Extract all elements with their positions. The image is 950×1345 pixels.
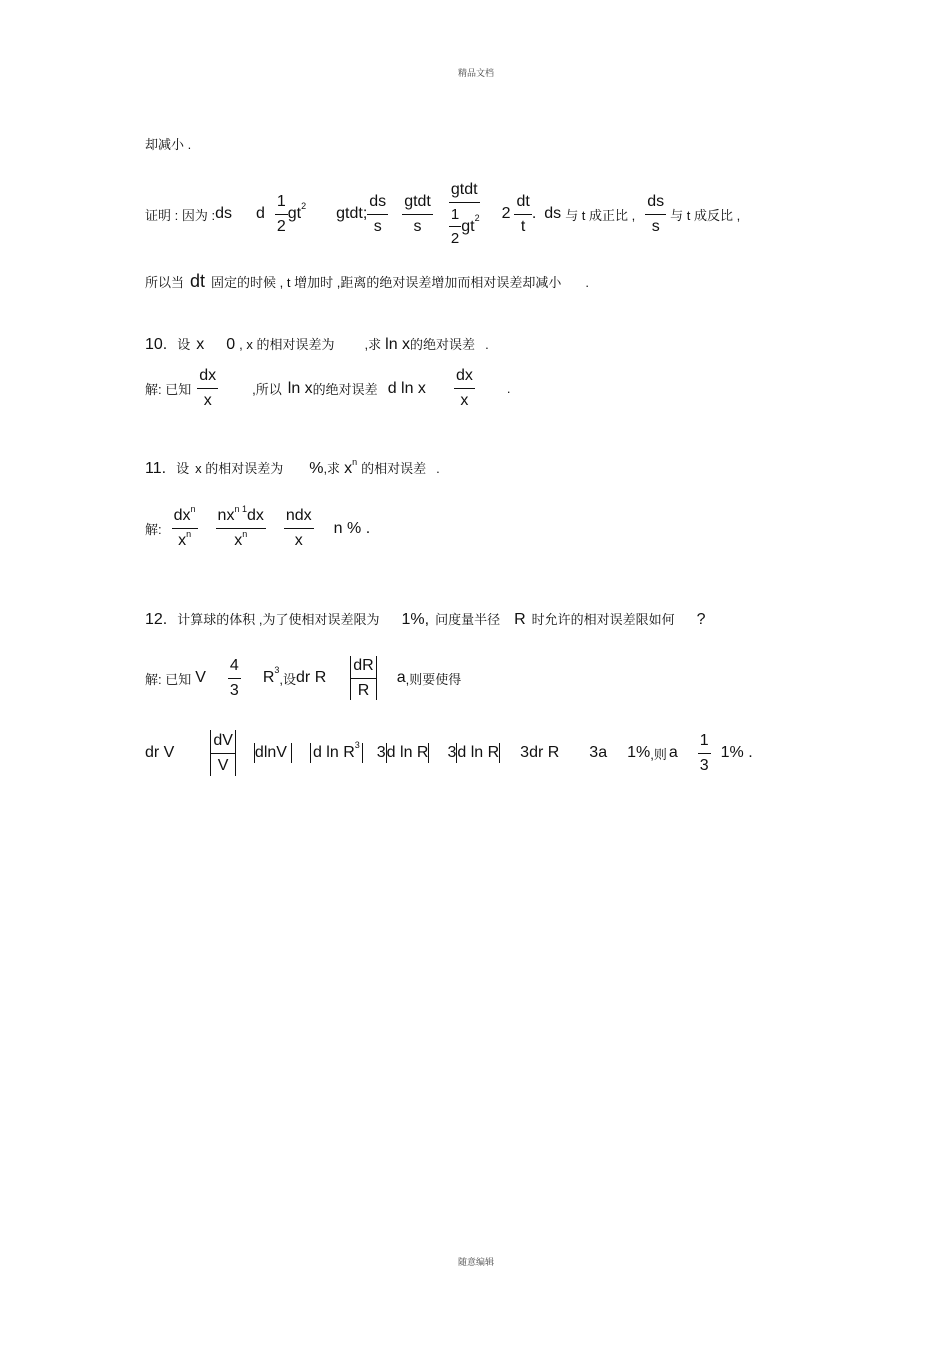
page-header: 精品文档 [458, 68, 495, 78]
question-11: 11. 设 x 的相对误差为 % ,求 x n 的相对误差 . [145, 457, 440, 477]
gtdt-over-half-gt2: gtdt $\frac{1}{2}$ gt 2 [450, 181, 480, 247]
ds-over-s: $\frac{ds}{s}$ [369, 192, 387, 235]
one-third: $\frac{1}{3}$ [699, 731, 709, 774]
nxn1dx-over-xn: $\frac{nx^{n 1}dx}{x^n}$ [217, 504, 264, 549]
final-derivation: dr V $\frac{dV}{V}$ dlnV d ln R 3 3 d ln R 3 d ln R 3dr R 3a 1% ,则 a $\frac{1}{3}$ 1% . [145, 730, 753, 776]
half-fraction: $\frac{1}{2}$ [276, 192, 286, 235]
answer-11: 解: $\frac{dx^n}{x^n}$ $\frac{nx^{n 1}dx}{x^n}$ $\frac{\text{ndx}}{x}$ n % . [145, 504, 371, 549]
question-10: 10. 设 x 0 , x 的相对误差为 ,求 ln x 的绝对误差 . [145, 336, 489, 353]
gtdt-term: gtdt; [336, 205, 368, 222]
inverse-text: 与 t 成反比 , [670, 207, 741, 223]
dt-over-t: $\frac{dt}{t}$ [516, 192, 530, 235]
ds-term: ds [215, 205, 232, 222]
d-term: d [255, 205, 265, 222]
gt-term: gt [287, 205, 302, 222]
answer-12: 解: 已知 V $\frac{4}{3}$ R 3 ,设 dr R $\frac{dR}{R}$ a ,则要使得 [145, 656, 462, 699]
page-footer: 随意编辑 [458, 1257, 495, 1267]
dxn-over-xn: $\frac{dx^n}{x^n}$ [173, 504, 196, 549]
four-thirds: $\frac{4}{3}$ [229, 656, 239, 699]
conclusion-line: 所以当 dt 固定的时候 , t 增加时 ,距离的绝对误差增加而相对误差却减小 . [145, 271, 589, 291]
dR-over-R: $\frac{dR}{R}$ [353, 656, 374, 699]
dx-over-x-2: $\frac{dx}{x}$ [455, 367, 473, 409]
answer-10: 解: 已知 $\frac{dx}{x}$ ,所以 ln x 的绝对误差 d ln x $\frac{dx}{x}$ . [145, 367, 511, 409]
two-coef: 2 [501, 205, 511, 222]
dx-over-x: $\frac{dx}{x}$ [199, 367, 217, 409]
question-12: 12. 计算球的体积 ,为了使相对误差限为 1%, 问度量半径 R 时允许的相对误差限如何 ? [145, 611, 706, 628]
proof-label: 证明 : 因为 : [145, 207, 216, 223]
proportional-text: 与 t 成正比 , [565, 207, 636, 223]
gtdt-over-s: $\frac{\text{gtdt}}{s}$ [404, 192, 431, 235]
line-continuation: 却减小 . [145, 137, 192, 152]
dV-over-V: $\frac{dV}{V}$ [213, 731, 233, 774]
ds-over-s-2: $\frac{ds}{s}$ [647, 192, 665, 235]
ndx-over-x: $\frac{\text{ndx}}{x}$ [285, 507, 312, 549]
proof-line: 证明 : 因为 : ds d $\frac{1}{2}$ gt 2 gtdt; $\frac{ds}{s}$ $\frac{\text{gtdt}}{s}$ gtdt $\frac{1}{2}$ gt 2 2 $\frac{dt}{t}$ . ds 与 t 成正比 , $\frac{ds}{s}$ 与 t 成反比 , [145, 181, 741, 247]
